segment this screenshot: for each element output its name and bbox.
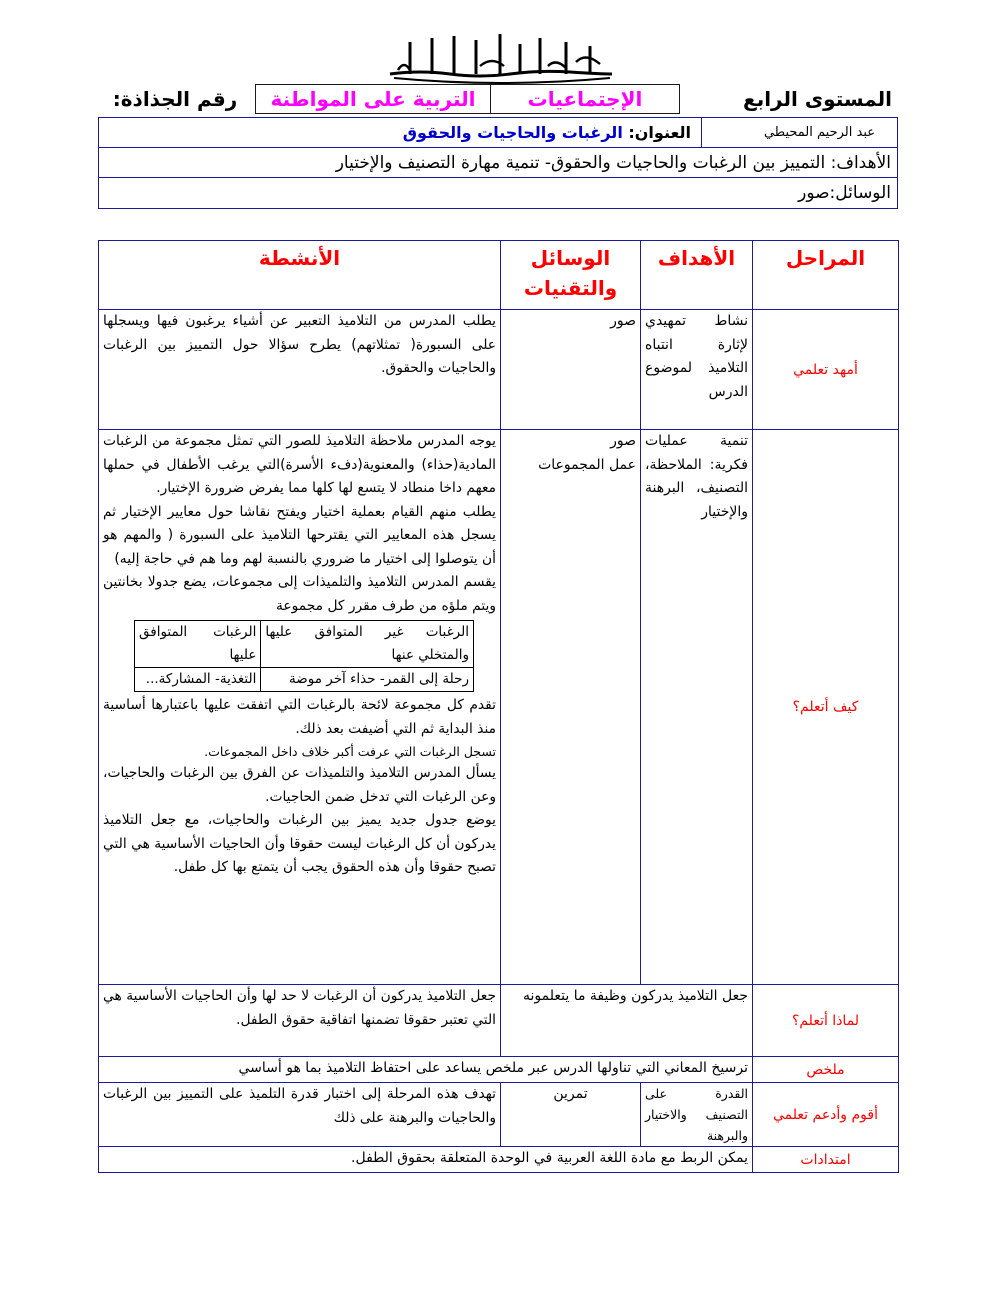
means-cell: تمرين (501, 1083, 641, 1147)
activity-paragraph: تسجل الرغبات التي عرفت أكبر خلاف داخل المجموعات. (204, 744, 496, 759)
groups-header-agreed: الرغبات المتوافق عليها (135, 621, 261, 668)
table-row (99, 430, 899, 985)
groups-cell-rejected: رحلة إلى القمر- حذاء آخر موضة (261, 668, 474, 692)
activity-paragraph: يوجه المدرس ملاحظة التلاميذ للصور التي تمثل مجموعة من الرغبات المادية(حذاء) والمعنوية(دفء الأسرة)التي يرغب الأطفال في حملها معهم داخا منطاد لا يتسع لها كلها مما يفرض ضرورة الإختيار. (103, 433, 496, 496)
means-cell (501, 430, 641, 985)
stage-cell: امتدادات (753, 1147, 899, 1173)
header-means-line1: الوسائل (530, 246, 611, 270)
lesson-plan-table (98, 240, 899, 1173)
groups-table-row (135, 668, 474, 692)
groups-header-rejected: الرغبات غير المتوافق عليها والمتخلي عنها (261, 621, 474, 668)
title-row (99, 118, 897, 148)
groups-table-row (135, 621, 474, 668)
goal-cell: القدرة على التصنيف والاختيار والبرهنة (641, 1083, 753, 1147)
table-row (99, 1083, 899, 1147)
activity-paragraph: يسأل المدرس التلاميذ والتلميذات عن الفرق بين الرغبات والحاجيات، وعن الرغبات التي تدخل ضمن الحاجيات. (103, 765, 496, 805)
table-header-row (99, 241, 899, 310)
header-activities: الأنشطة (99, 241, 501, 310)
activity-paragraph: يوضع جدول جديد يميز بين الرغبات والحاجيات، مع جعل التلاميذ يدركون أن كل الرغبات ليست حقوقا وأن الحاجيات الأساسية هي التي تصبح حقوقا وأن هذه الحقوق يجب أن يتمتع بها كل طفل. (102, 812, 496, 875)
author-name: عبد الرحيم المحيطي (701, 118, 897, 147)
basmala-calligraphy (380, 30, 620, 86)
activity-paragraph: يطلب منهم القيام بعملية اختيار ويفتح نقاشا حول معايير الإختيار ثم يسجل هذه المعايير التي يقترحها التلاميذ على السبورة ( والمهم هو أن يتوصلوا إلى اختيار ما ضروري بالنسبة لهم وما هم في حاجة إليه) (103, 503, 496, 567)
header-means (501, 241, 641, 310)
summary-cell: ترسيخ المعاني التي تناولها الدرس عبر ملخص يساعد على احتفاظ التلاميذ بما هو أساسي (99, 1057, 753, 1083)
stage-cell: أمهد تعلمي (753, 310, 899, 430)
extensions-cell: يمكن الربط مع مادة اللغة العربية في الوحدة المتعلقة بحقوق الطفل. (99, 1147, 753, 1173)
header-goals: الأهداف (641, 241, 753, 310)
stage-cell: ملخص (753, 1057, 899, 1083)
stage-cell: لماذا أتعلم؟ (753, 985, 899, 1057)
groups-cell-agreed: التغذية- المشاركة... (135, 668, 261, 692)
header-means-line2: والتقنيات (523, 276, 618, 300)
stage-cell: كيف أتعلم؟ (753, 430, 899, 985)
activity-paragraph: يقسم المدرس التلاميذ والتلميذات إلى مجموعات، يضع جدولا بخانتين ويتم ملؤه من طرف مقرر كل مجموعة (103, 574, 496, 614)
activity-cell: تهدف هذه المرحلة إلى اختبار قدرة التلميذ على التمييز بين الرغبات والحاجيات والبرهنة على ذلك (99, 1083, 501, 1147)
title-label: العنوان: (628, 123, 691, 142)
means-cell: صور (501, 310, 641, 430)
goal-cell: نشاط تمهيدي لإثارة انتباه التلاميذ لموضوع الدرس (641, 310, 753, 430)
table-row (99, 1147, 899, 1173)
means-row: الوسائل:صور (798, 183, 891, 203)
lesson-info-box (98, 117, 898, 209)
stage-cell: أقوم وأدعم تعلمي (753, 1083, 899, 1147)
subsubject-label: التربية على المواطنة (255, 84, 490, 114)
level-label: المستوى الرابع (743, 87, 892, 111)
card-number-label: رقم الجذاذة: (112, 87, 238, 111)
activity-cell (99, 430, 501, 985)
header-stages: المراحل (753, 241, 899, 310)
means-line: عمل المجموعات (538, 456, 636, 473)
groups-table (134, 620, 474, 692)
goal-cell: تنمية عمليات فكرية: الملاحظة، التصنيف، البرهنة والإختيار (641, 430, 753, 985)
activity-cell: يطلب المدرس من التلاميذ التعبير عن أشياء يرغبون فيها ويسجلها على السبورة( تمثلاتهم) يطرح سؤالا حول التمييز بين الرغبات والحاجيات والحقوق. (99, 310, 501, 430)
activity-paragraph: تقدم كل مجموعة لائحة بالرغبات التي اتفقت عليها باعتبارها أساسية منذ البداية ثم التي أضيفت بعد ذلك. (103, 697, 496, 737)
activity-cell: جعل التلاميذ يدركون أن الرغبات لا حد لها وأن الحاجيات الأساسية هي التي تعتبر حقوقا تضمنها اتفاقية حقوق الطفل. (99, 985, 501, 1057)
lesson-title (99, 123, 701, 142)
title-value: الرغبات والحاجيات والحقوق (402, 123, 623, 142)
table-row (99, 985, 899, 1057)
table-row (99, 1057, 899, 1083)
means-line: صور (610, 433, 636, 449)
subject-label: الإجتماعيات (490, 84, 680, 114)
goal-cell: جعل التلاميذ يدركون وظيفة ما يتعلمونه (501, 985, 753, 1057)
goals-row: الأهداف: التمييز بين الرغبات والحاجيات والحقوق- تنمية مهارة التصنيف والإختيار (99, 148, 897, 178)
table-row (99, 310, 899, 430)
